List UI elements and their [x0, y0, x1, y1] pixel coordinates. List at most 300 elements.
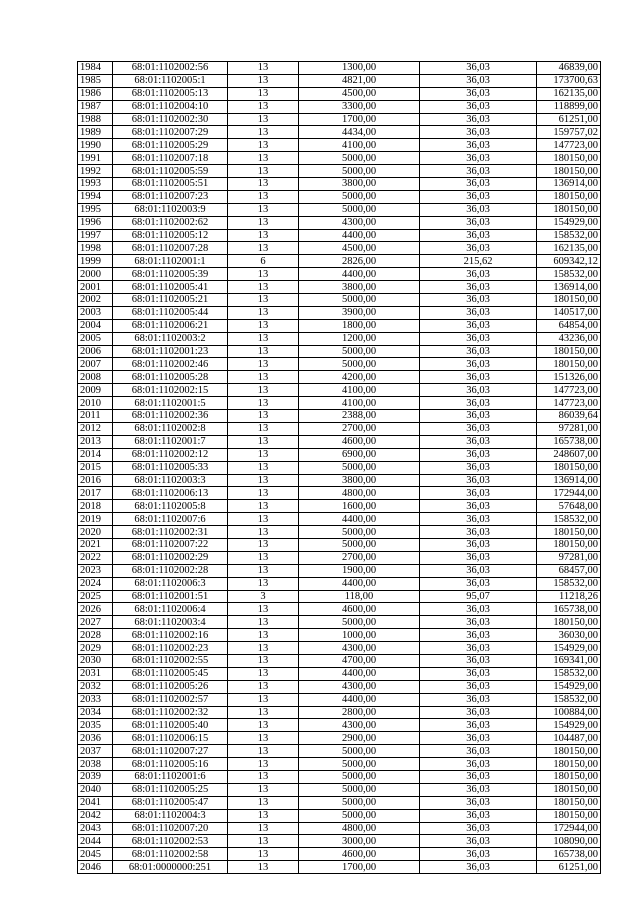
cadastral-number-cell: 68:01:1102002:31 — [113, 526, 228, 539]
table-row — [78, 603, 601, 616]
value-cell: 162135,00 — [537, 242, 601, 255]
row-number-cell: 1998 — [78, 242, 113, 255]
category-code-cell: 13 — [228, 461, 299, 474]
rate-cell: 36,03 — [420, 770, 537, 783]
category-code-cell: 13 — [228, 139, 299, 152]
category-code-cell: 13 — [228, 706, 299, 719]
row-number-cell: 2023 — [78, 564, 113, 577]
row-number-cell: 2044 — [78, 835, 113, 848]
category-code-cell: 13 — [228, 345, 299, 358]
table-row — [78, 822, 601, 835]
value-cell: 97281,00 — [537, 422, 601, 435]
area-cell: 4500,00 — [299, 87, 420, 100]
rate-cell: 36,03 — [420, 371, 537, 384]
area-cell: 5000,00 — [299, 538, 420, 551]
rate-cell: 36,03 — [420, 642, 537, 655]
cadastral-number-cell: 68:01:1102002:62 — [113, 216, 228, 229]
category-code-cell: 13 — [228, 229, 299, 242]
table-row — [78, 358, 601, 371]
table-row — [78, 422, 601, 435]
cadastral-number-cell: 68:01:1102001:7 — [113, 435, 228, 448]
row-number-cell: 2020 — [78, 526, 113, 539]
area-cell: 1700,00 — [299, 113, 420, 126]
table-row — [78, 654, 601, 667]
area-cell: 4600,00 — [299, 603, 420, 616]
cadastral-number-cell: 68:01:1102006:13 — [113, 487, 228, 500]
area-cell: 3800,00 — [299, 178, 420, 191]
area-cell: 1600,00 — [299, 500, 420, 513]
area-cell: 2700,00 — [299, 422, 420, 435]
cadastral-number-cell: 68:01:1102001:6 — [113, 770, 228, 783]
cadastral-number-cell: 68:01:1102007:28 — [113, 242, 228, 255]
cadastral-number-cell: 68:01:1102005:16 — [113, 758, 228, 771]
area-cell: 4300,00 — [299, 680, 420, 693]
cadastral-number-cell: 68:01:1102005:40 — [113, 719, 228, 732]
category-code-cell: 13 — [228, 564, 299, 577]
area-cell: 3300,00 — [299, 100, 420, 113]
row-number-cell: 2002 — [78, 294, 113, 307]
value-cell: 118899,00 — [537, 100, 601, 113]
area-cell: 1200,00 — [299, 332, 420, 345]
area-cell: 4100,00 — [299, 397, 420, 410]
cadastral-number-cell: 68:01:1102005:21 — [113, 294, 228, 307]
row-number-cell: 2024 — [78, 577, 113, 590]
category-code-cell: 13 — [228, 203, 299, 216]
table-row — [78, 719, 601, 732]
cadastral-number-cell: 68:01:1102005:28 — [113, 371, 228, 384]
cadastral-number-cell: 68:01:1102003:4 — [113, 616, 228, 629]
category-code-cell: 13 — [228, 745, 299, 758]
table-row — [78, 848, 601, 861]
rate-cell: 36,03 — [420, 796, 537, 809]
category-code-cell: 13 — [228, 152, 299, 165]
rate-cell: 36,03 — [420, 74, 537, 87]
cadastral-number-cell: 68:01:1102005:12 — [113, 229, 228, 242]
table-row — [78, 100, 601, 113]
row-number-cell: 2027 — [78, 616, 113, 629]
area-cell: 3900,00 — [299, 306, 420, 319]
table-row — [78, 268, 601, 281]
row-number-cell: 2006 — [78, 345, 113, 358]
table-row — [78, 796, 601, 809]
rate-cell: 36,03 — [420, 216, 537, 229]
row-number-cell: 2004 — [78, 319, 113, 332]
cadastral-number-cell: 68:01:1102003:9 — [113, 203, 228, 216]
category-code-cell: 13 — [228, 126, 299, 139]
value-cell: 180150,00 — [537, 538, 601, 551]
rate-cell: 36,03 — [420, 113, 537, 126]
table-row — [78, 809, 601, 822]
cadastral-number-cell: 68:01:1102006:3 — [113, 577, 228, 590]
row-number-cell: 2001 — [78, 281, 113, 294]
cadastral-number-cell: 68:01:1102005:47 — [113, 796, 228, 809]
area-cell: 4400,00 — [299, 268, 420, 281]
cadastral-number-cell: 68:01:1102007:23 — [113, 190, 228, 203]
row-number-cell: 1991 — [78, 152, 113, 165]
value-cell: 180150,00 — [537, 783, 601, 796]
table-row — [78, 629, 601, 642]
table-row — [78, 294, 601, 307]
value-cell: 136914,00 — [537, 281, 601, 294]
category-code-cell: 13 — [228, 577, 299, 590]
row-number-cell: 1994 — [78, 190, 113, 203]
table-row — [78, 783, 601, 796]
value-cell: 68457,00 — [537, 564, 601, 577]
value-cell: 180150,00 — [537, 345, 601, 358]
table-row — [78, 538, 601, 551]
area-cell: 2700,00 — [299, 551, 420, 564]
cadastral-number-cell: 68:01:1102006:4 — [113, 603, 228, 616]
category-code-cell: 13 — [228, 616, 299, 629]
value-cell: 154929,00 — [537, 642, 601, 655]
category-code-cell: 13 — [228, 693, 299, 706]
cadastral-number-cell: 68:01:1102006:15 — [113, 732, 228, 745]
area-cell: 5000,00 — [299, 758, 420, 771]
row-number-cell: 2045 — [78, 848, 113, 861]
rate-cell: 36,03 — [420, 513, 537, 526]
cadastral-number-cell: 68:01:1102007:27 — [113, 745, 228, 758]
table-row — [78, 448, 601, 461]
cadastral-number-cell: 68:01:1102005:8 — [113, 500, 228, 513]
cadastral-number-cell: 68:01:1102001:51 — [113, 590, 228, 603]
table-row — [78, 242, 601, 255]
category-code-cell: 13 — [228, 835, 299, 848]
category-code-cell: 3 — [228, 590, 299, 603]
category-code-cell: 13 — [228, 332, 299, 345]
row-number-cell: 1997 — [78, 229, 113, 242]
table-row — [78, 500, 601, 513]
row-number-cell: 1984 — [78, 62, 113, 75]
area-cell: 5000,00 — [299, 165, 420, 178]
rate-cell: 36,03 — [420, 281, 537, 294]
row-number-cell: 2032 — [78, 680, 113, 693]
value-cell: 46839,00 — [537, 62, 601, 75]
area-cell: 4700,00 — [299, 654, 420, 667]
area-cell: 5000,00 — [299, 190, 420, 203]
table-row — [78, 861, 601, 874]
cadastral-number-cell: 68:01:0000000:251 — [113, 861, 228, 874]
value-cell: 180150,00 — [537, 526, 601, 539]
value-cell: 64854,00 — [537, 319, 601, 332]
row-number-cell: 2019 — [78, 513, 113, 526]
area-cell: 5000,00 — [299, 745, 420, 758]
row-number-cell: 2038 — [78, 758, 113, 771]
cadastral-number-cell: 68:01:1102004:3 — [113, 809, 228, 822]
table-row — [78, 203, 601, 216]
area-cell: 5000,00 — [299, 770, 420, 783]
category-code-cell: 13 — [228, 654, 299, 667]
cadastral-number-cell: 68:01:1102005:26 — [113, 680, 228, 693]
rate-cell: 36,03 — [420, 410, 537, 423]
table-row — [78, 513, 601, 526]
rate-cell: 36,03 — [420, 87, 537, 100]
cadastral-number-cell: 68:01:1102005:29 — [113, 139, 228, 152]
row-number-cell: 2005 — [78, 332, 113, 345]
category-code-cell: 13 — [228, 758, 299, 771]
area-cell: 4400,00 — [299, 667, 420, 680]
table-row — [78, 126, 601, 139]
row-number-cell: 1985 — [78, 74, 113, 87]
value-cell: 165738,00 — [537, 603, 601, 616]
cadastral-number-cell: 68:01:1102005:25 — [113, 783, 228, 796]
table-row — [78, 706, 601, 719]
category-code-cell: 13 — [228, 848, 299, 861]
table-row — [78, 139, 601, 152]
row-number-cell: 2041 — [78, 796, 113, 809]
rate-cell: 36,03 — [420, 526, 537, 539]
area-cell: 4600,00 — [299, 435, 420, 448]
row-number-cell: 2000 — [78, 268, 113, 281]
rate-cell: 36,03 — [420, 178, 537, 191]
cadastral-number-cell: 68:01:1102005:45 — [113, 667, 228, 680]
value-cell: 154929,00 — [537, 216, 601, 229]
rate-cell: 215,62 — [420, 255, 537, 268]
value-cell: 165738,00 — [537, 435, 601, 448]
row-number-cell: 1996 — [78, 216, 113, 229]
value-cell: 11218,26 — [537, 590, 601, 603]
table-row — [78, 642, 601, 655]
category-code-cell: 13 — [228, 500, 299, 513]
table-row — [78, 74, 601, 87]
area-cell: 4600,00 — [299, 848, 420, 861]
category-code-cell: 13 — [228, 306, 299, 319]
table-row — [78, 306, 601, 319]
rate-cell: 36,03 — [420, 190, 537, 203]
table-row — [78, 345, 601, 358]
cadastral-number-cell: 68:01:1102005:51 — [113, 178, 228, 191]
area-cell: 5000,00 — [299, 616, 420, 629]
table-row — [78, 770, 601, 783]
rate-cell: 36,03 — [420, 487, 537, 500]
rate-cell: 36,03 — [420, 732, 537, 745]
table-row — [78, 87, 601, 100]
category-code-cell: 13 — [228, 384, 299, 397]
rate-cell: 36,03 — [420, 422, 537, 435]
table-row — [78, 577, 601, 590]
area-cell: 1900,00 — [299, 564, 420, 577]
cadastral-number-cell: 68:01:1102002:56 — [113, 62, 228, 75]
area-cell: 4300,00 — [299, 719, 420, 732]
area-cell: 4800,00 — [299, 487, 420, 500]
table-row — [78, 474, 601, 487]
row-number-cell: 2012 — [78, 422, 113, 435]
table-row — [78, 758, 601, 771]
rate-cell: 36,03 — [420, 745, 537, 758]
category-code-cell: 13 — [228, 74, 299, 87]
category-code-cell: 13 — [228, 100, 299, 113]
category-code-cell: 13 — [228, 371, 299, 384]
table-row — [78, 165, 601, 178]
category-code-cell: 13 — [228, 667, 299, 680]
row-number-cell: 2036 — [78, 732, 113, 745]
value-cell: 147723,00 — [537, 384, 601, 397]
row-number-cell: 2046 — [78, 861, 113, 874]
cadastral-number-cell: 68:01:1102002:12 — [113, 448, 228, 461]
row-number-cell: 2017 — [78, 487, 113, 500]
category-code-cell: 13 — [228, 629, 299, 642]
category-code-cell: 13 — [228, 448, 299, 461]
area-cell: 4300,00 — [299, 216, 420, 229]
registry-table-body — [78, 62, 601, 874]
value-cell: 43236,00 — [537, 332, 601, 345]
category-code-cell: 13 — [228, 435, 299, 448]
value-cell: 180150,00 — [537, 358, 601, 371]
rate-cell: 36,03 — [420, 268, 537, 281]
category-code-cell: 13 — [228, 538, 299, 551]
rate-cell: 36,03 — [420, 616, 537, 629]
category-code-cell: 13 — [228, 87, 299, 100]
area-cell: 1800,00 — [299, 319, 420, 332]
table-row — [78, 526, 601, 539]
value-cell: 151326,00 — [537, 371, 601, 384]
cadastral-number-cell: 68:01:1102007:6 — [113, 513, 228, 526]
value-cell: 104487,00 — [537, 732, 601, 745]
row-number-cell: 1995 — [78, 203, 113, 216]
table-row — [78, 487, 601, 500]
value-cell: 36030,00 — [537, 629, 601, 642]
rate-cell: 36,03 — [420, 242, 537, 255]
rate-cell: 36,03 — [420, 384, 537, 397]
rate-cell: 36,03 — [420, 706, 537, 719]
cadastral-number-cell: 68:01:1102007:20 — [113, 822, 228, 835]
area-cell: 5000,00 — [299, 809, 420, 822]
category-code-cell: 13 — [228, 474, 299, 487]
row-number-cell: 2007 — [78, 358, 113, 371]
rate-cell: 36,03 — [420, 203, 537, 216]
area-cell: 1700,00 — [299, 861, 420, 874]
category-code-cell: 13 — [228, 113, 299, 126]
cadastral-number-cell: 68:01:1102005:33 — [113, 461, 228, 474]
rate-cell: 36,03 — [420, 306, 537, 319]
row-number-cell: 2015 — [78, 461, 113, 474]
area-cell: 1000,00 — [299, 629, 420, 642]
value-cell: 162135,00 — [537, 87, 601, 100]
rate-cell: 36,03 — [420, 680, 537, 693]
rate-cell: 36,03 — [420, 835, 537, 848]
table-row — [78, 745, 601, 758]
table-row — [78, 693, 601, 706]
value-cell: 248607,00 — [537, 448, 601, 461]
rate-cell: 36,03 — [420, 165, 537, 178]
table-row — [78, 255, 601, 268]
cadastral-number-cell: 68:01:1102004:10 — [113, 100, 228, 113]
value-cell: 180150,00 — [537, 152, 601, 165]
category-code-cell: 13 — [228, 487, 299, 500]
table-row — [78, 113, 601, 126]
area-cell: 4500,00 — [299, 242, 420, 255]
category-code-cell: 13 — [228, 281, 299, 294]
area-cell: 4400,00 — [299, 513, 420, 526]
rate-cell: 36,03 — [420, 564, 537, 577]
area-cell: 4434,00 — [299, 126, 420, 139]
category-code-cell: 6 — [228, 255, 299, 268]
cadastral-number-cell: 68:01:1102002:58 — [113, 848, 228, 861]
area-cell: 4400,00 — [299, 693, 420, 706]
rate-cell: 36,03 — [420, 654, 537, 667]
category-code-cell: 13 — [228, 642, 299, 655]
area-cell: 6900,00 — [299, 448, 420, 461]
area-cell: 118,00 — [299, 590, 420, 603]
row-number-cell: 1989 — [78, 126, 113, 139]
value-cell: 180150,00 — [537, 809, 601, 822]
rate-cell: 36,03 — [420, 861, 537, 874]
rate-cell: 36,03 — [420, 100, 537, 113]
value-cell: 158532,00 — [537, 513, 601, 526]
category-code-cell: 13 — [228, 397, 299, 410]
table-row — [78, 564, 601, 577]
row-number-cell: 2014 — [78, 448, 113, 461]
category-code-cell: 13 — [228, 809, 299, 822]
area-cell: 4821,00 — [299, 74, 420, 87]
category-code-cell: 13 — [228, 319, 299, 332]
row-number-cell: 1999 — [78, 255, 113, 268]
table-row — [78, 680, 601, 693]
registry-table — [77, 61, 601, 874]
value-cell: 169341,00 — [537, 654, 601, 667]
rate-cell: 36,03 — [420, 358, 537, 371]
area-cell: 4100,00 — [299, 384, 420, 397]
value-cell: 140517,00 — [537, 306, 601, 319]
row-number-cell: 1992 — [78, 165, 113, 178]
area-cell: 5000,00 — [299, 152, 420, 165]
rate-cell: 36,03 — [420, 822, 537, 835]
value-cell: 180150,00 — [537, 461, 601, 474]
category-code-cell: 13 — [228, 513, 299, 526]
value-cell: 97281,00 — [537, 551, 601, 564]
rate-cell: 36,03 — [420, 319, 537, 332]
area-cell: 5000,00 — [299, 526, 420, 539]
category-code-cell: 13 — [228, 178, 299, 191]
table-row — [78, 384, 601, 397]
rate-cell: 95,07 — [420, 590, 537, 603]
area-cell: 5000,00 — [299, 783, 420, 796]
category-code-cell: 13 — [228, 822, 299, 835]
value-cell: 100884,00 — [537, 706, 601, 719]
row-number-cell: 1986 — [78, 87, 113, 100]
table-row — [78, 551, 601, 564]
table-row — [78, 590, 601, 603]
value-cell: 57648,00 — [537, 500, 601, 513]
category-code-cell: 13 — [228, 190, 299, 203]
row-number-cell: 2029 — [78, 642, 113, 655]
rate-cell: 36,03 — [420, 719, 537, 732]
area-cell: 5000,00 — [299, 358, 420, 371]
table-row — [78, 397, 601, 410]
row-number-cell: 2009 — [78, 384, 113, 397]
area-cell: 4400,00 — [299, 229, 420, 242]
value-cell: 159757,02 — [537, 126, 601, 139]
row-number-cell: 2016 — [78, 474, 113, 487]
value-cell: 154929,00 — [537, 719, 601, 732]
table-row — [78, 667, 601, 680]
cadastral-number-cell: 68:01:1102001:23 — [113, 345, 228, 358]
category-code-cell: 13 — [228, 242, 299, 255]
value-cell: 158532,00 — [537, 229, 601, 242]
category-code-cell: 13 — [228, 268, 299, 281]
value-cell: 180150,00 — [537, 758, 601, 771]
cadastral-number-cell: 68:01:1102002:55 — [113, 654, 228, 667]
value-cell: 108090,00 — [537, 835, 601, 848]
value-cell: 158532,00 — [537, 667, 601, 680]
area-cell: 2826,00 — [299, 255, 420, 268]
cadastral-number-cell: 68:01:1102002:57 — [113, 693, 228, 706]
table-row — [78, 216, 601, 229]
cadastral-number-cell: 68:01:1102002:28 — [113, 564, 228, 577]
row-number-cell: 2035 — [78, 719, 113, 732]
category-code-cell: 13 — [228, 62, 299, 75]
cadastral-number-cell: 68:01:1102002:16 — [113, 629, 228, 642]
value-cell: 609342,12 — [537, 255, 601, 268]
